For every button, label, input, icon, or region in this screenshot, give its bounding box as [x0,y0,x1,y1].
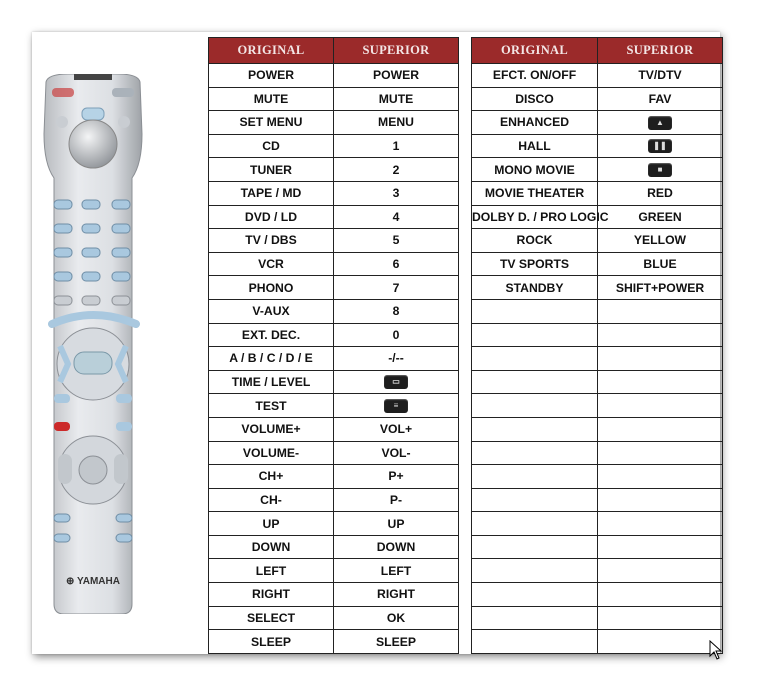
superior-button-cell: 7 [334,276,459,300]
original-button-cell: EXT. DEC. [209,323,334,347]
table-row [472,417,723,441]
table-row [472,559,723,583]
original-button-cell: CD [209,134,334,158]
table-row [209,441,459,465]
original-button-cell: DVD / LD [209,205,334,229]
superior-button-cell [598,323,723,347]
superior-button-cell: YELLOW [598,229,723,253]
original-button-cell: VCR [209,252,334,276]
original-button-cell [472,299,598,323]
original-button-cell [472,583,598,607]
table-row [472,229,723,253]
superior-button-cell: DOWN [334,535,459,559]
table-row [209,134,459,158]
table-row [472,441,723,465]
table-row [209,630,459,654]
table-row [209,488,459,512]
superior-button-cell [598,347,723,371]
superior-button-cell [598,158,723,182]
original-button-cell [472,347,598,371]
table-row [472,205,723,229]
superior-button-cell [598,441,723,465]
table-row [209,370,459,394]
table-row [472,87,723,111]
original-button-cell [472,323,598,347]
table-row [472,323,723,347]
table-row [472,394,723,418]
table-row [472,583,723,607]
table-row [209,299,459,323]
superior-button-cell: 0 [334,323,459,347]
original-button-cell [472,512,598,536]
original-button-cell: EFCT. ON/OFF [472,64,598,88]
original-button-cell: DOWN [209,535,334,559]
superior-button-cell: P- [334,488,459,512]
mouse-pointer-icon [709,640,723,665]
original-button-cell [472,465,598,489]
original-button-cell: ENHANCED [472,111,598,135]
superior-button-cell: SLEEP [334,630,459,654]
superior-button-cell [598,488,723,512]
table-row [209,583,459,607]
original-button-cell: MOVIE THEATER [472,181,598,205]
table-row [472,134,723,158]
original-button-cell: VOLUME- [209,441,334,465]
superior-button-cell [598,134,723,158]
original-button-cell [472,488,598,512]
original-button-cell: SET MENU [209,111,334,135]
superior-button-cell: POWER [334,64,459,88]
superior-button-cell: 4 [334,205,459,229]
teletext-button-icon: ≡ [384,399,408,413]
table-row [209,323,459,347]
superior-button-cell: 1 [334,134,459,158]
table-header-row [209,38,459,64]
table-row [209,252,459,276]
original-button-cell: TV / DBS [209,229,334,253]
original-button-cell: DISCO [472,87,598,111]
table-row [209,87,459,111]
button-mapping-table-right [471,37,723,654]
superior-button-cell: 8 [334,299,459,323]
table-row [209,205,459,229]
superior-button-cell: MENU [334,111,459,135]
table-row [209,465,459,489]
original-button-cell: RIGHT [209,583,334,607]
table-row [472,512,723,536]
superior-button-cell: TV/DTV [598,64,723,88]
table-row [472,630,723,654]
superior-button-cell: VOL- [334,441,459,465]
superior-button-cell [598,559,723,583]
original-button-cell [472,606,598,630]
superior-button-cell: VOL+ [334,417,459,441]
superior-button-cell: SHIFT+POWER [598,276,723,300]
remote-control-image [38,74,148,614]
superior-button-cell: -/-- [334,347,459,371]
original-button-cell: SLEEP [209,630,334,654]
superior-button-cell: OK [334,606,459,630]
table-row [209,347,459,371]
original-button-cell: HALL [472,134,598,158]
superior-button-cell [598,630,723,654]
table-row [472,276,723,300]
table-row [472,606,723,630]
table-row [472,64,723,88]
original-button-cell: MONO MOVIE [472,158,598,182]
original-button-cell [472,441,598,465]
original-button-cell [472,535,598,559]
original-button-cell: CH- [209,488,334,512]
table-row [472,535,723,559]
original-button-cell: TIME / LEVEL [209,370,334,394]
original-button-cell [472,394,598,418]
superior-button-cell: LEFT [334,559,459,583]
superior-button-cell: 3 [334,181,459,205]
superior-button-cell [598,465,723,489]
superior-button-cell: FAV [598,87,723,111]
pause-button-icon: ❚❚ [648,139,672,153]
superior-button-cell: 5 [334,229,459,253]
button-mapping-table-left [208,37,459,654]
original-button-cell: ROCK [472,229,598,253]
original-button-cell: UP [209,512,334,536]
table-row [209,394,459,418]
original-button-cell: TUNER [209,158,334,182]
original-button-cell: A / B / C / D / E [209,347,334,371]
original-button-cell: POWER [209,64,334,88]
original-button-cell: VOLUME+ [209,417,334,441]
superior-button-cell: P+ [334,465,459,489]
superior-button-cell [598,111,723,135]
original-button-cell: TEST [209,394,334,418]
superior-button-cell [334,370,459,394]
table-row [472,370,723,394]
superior-button-cell [334,394,459,418]
eject-button-icon: ▲ [648,116,672,130]
original-button-cell: CH+ [209,465,334,489]
table-row [209,276,459,300]
superior-button-cell: 2 [334,158,459,182]
table-row [209,64,459,88]
original-button-cell: V-AUX [209,299,334,323]
table-row [472,347,723,371]
superior-button-cell [598,583,723,607]
table-row [209,229,459,253]
superior-button-cell: RED [598,181,723,205]
table-row [472,252,723,276]
column-header-superior: SUPERIOR [334,38,459,64]
original-button-cell: SELECT [209,606,334,630]
table-row [209,559,459,583]
screen-button-icon: ▭ [384,375,408,389]
superior-button-cell: 6 [334,252,459,276]
superior-button-cell [598,606,723,630]
superior-button-cell [598,394,723,418]
superior-button-cell [598,512,723,536]
superior-button-cell: BLUE [598,252,723,276]
superior-button-cell: GREEN [598,205,723,229]
original-button-cell [472,630,598,654]
original-button-cell [472,417,598,441]
superior-button-cell [598,417,723,441]
remote-brand-logo: ⊕ YAMAHA [66,576,120,587]
original-button-cell: TAPE / MD [209,181,334,205]
original-button-cell: STANDBY [472,276,598,300]
table-row [209,535,459,559]
original-button-cell: DOLBY D. / PRO LOGIC [472,205,598,229]
superior-button-cell: UP [334,512,459,536]
table-row [209,417,459,441]
superior-button-cell: RIGHT [334,583,459,607]
original-button-cell: TV SPORTS [472,252,598,276]
table-row [472,488,723,512]
table-row [209,158,459,182]
superior-button-cell [598,535,723,559]
table-row [472,299,723,323]
original-button-cell [472,559,598,583]
superior-button-cell [598,299,723,323]
table-row [472,465,723,489]
table-row [209,512,459,536]
stop-button-icon: ■ [648,163,672,177]
table-row [209,181,459,205]
superior-button-cell [598,370,723,394]
table-row [209,111,459,135]
original-button-cell: LEFT [209,559,334,583]
column-header-original: ORIGINAL [209,38,334,64]
superior-button-cell: MUTE [334,87,459,111]
table-row [472,158,723,182]
original-button-cell: MUTE [209,87,334,111]
table-header-row [472,38,723,64]
table-row [209,606,459,630]
table-row [472,181,723,205]
original-button-cell [472,370,598,394]
column-header-superior: SUPERIOR [598,38,723,64]
table-row [472,111,723,135]
column-header-original: ORIGINAL [472,38,598,64]
original-button-cell: PHONO [209,276,334,300]
